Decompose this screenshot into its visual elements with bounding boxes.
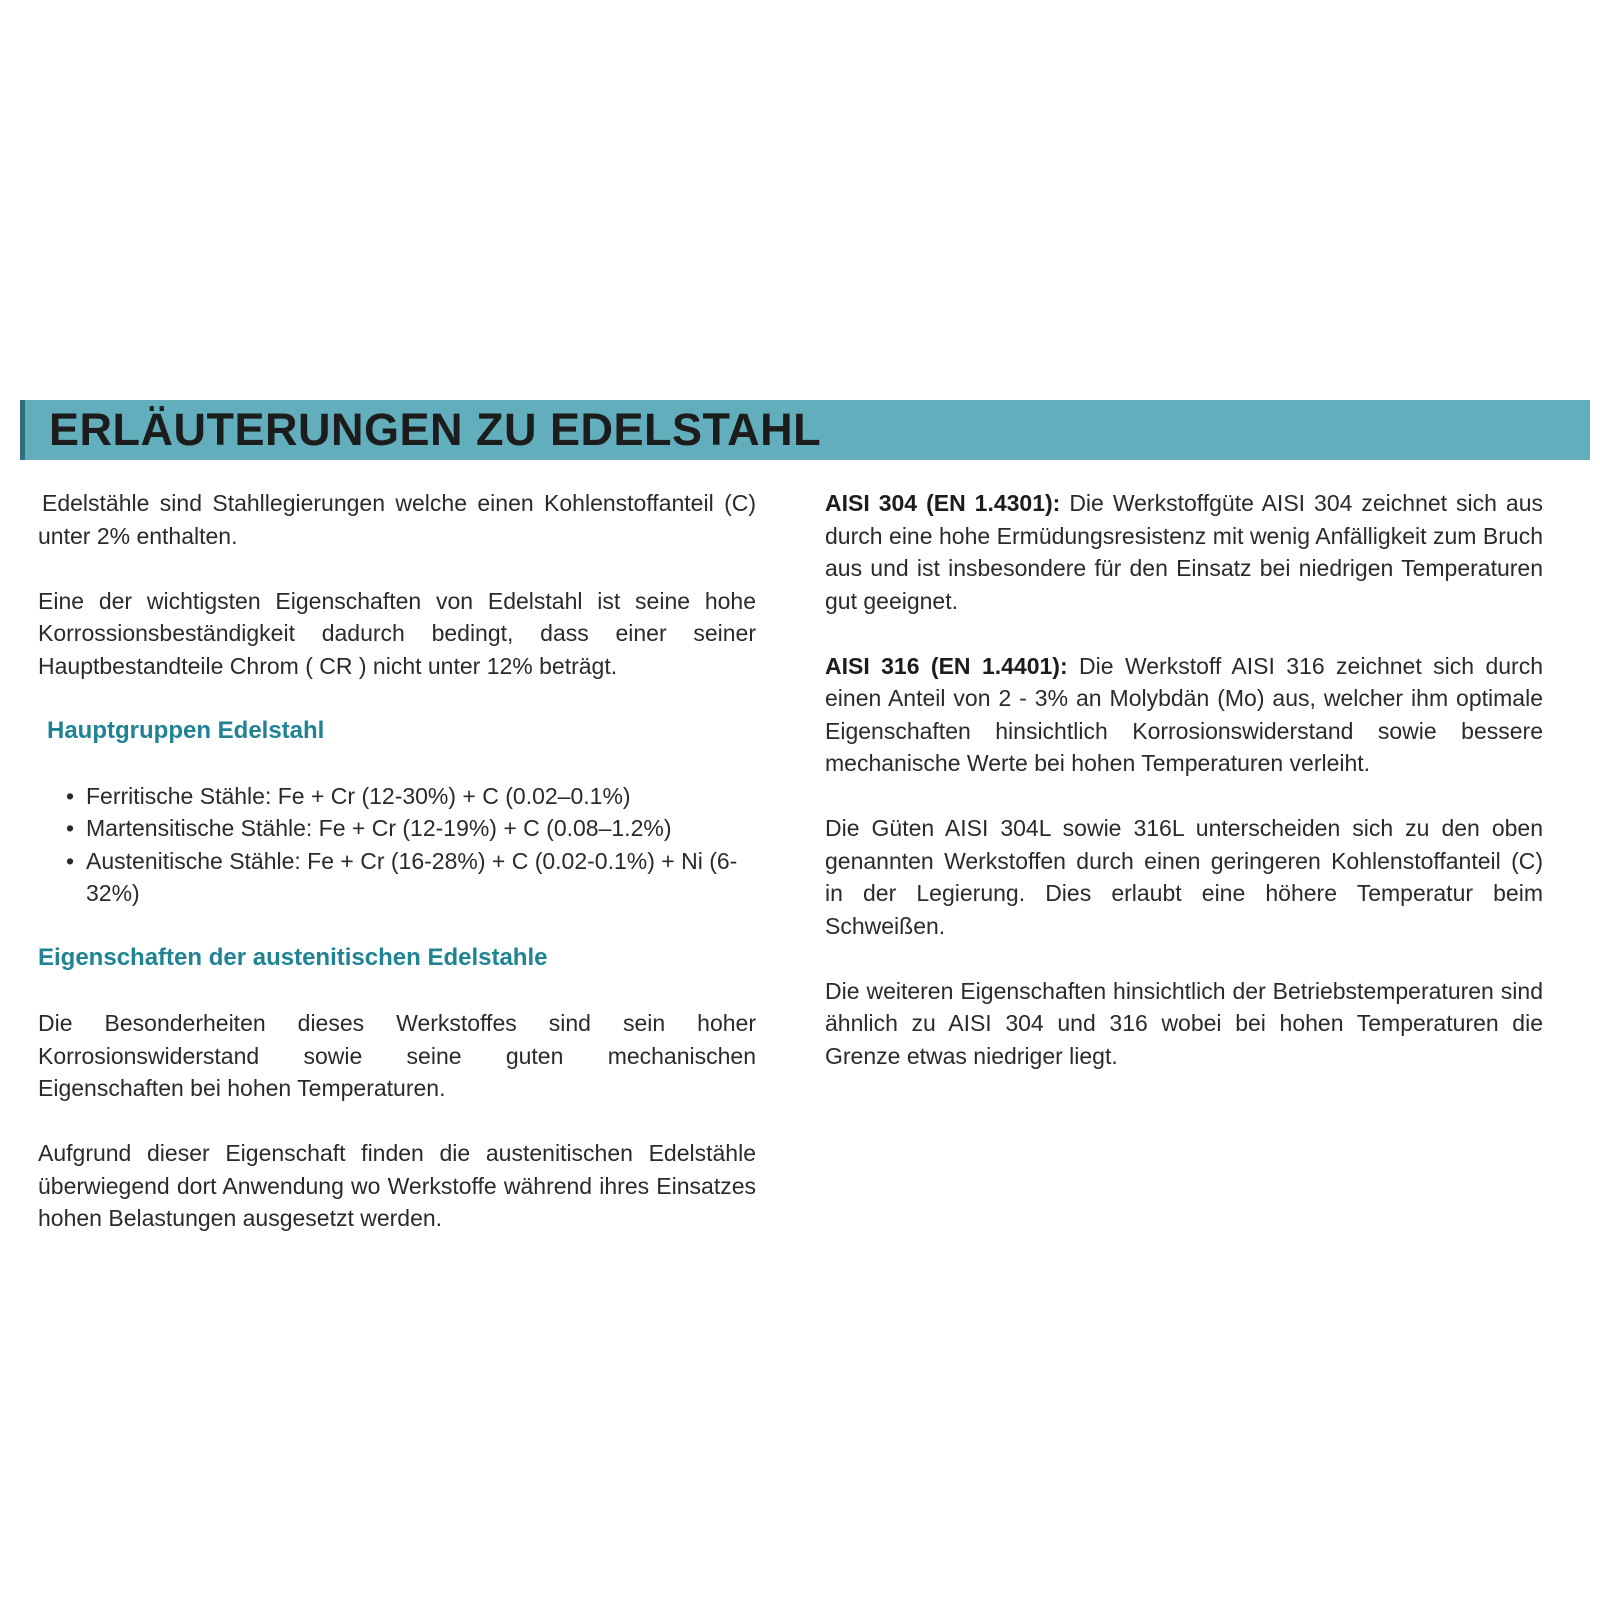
- list-item: [66, 812, 756, 845]
- page-title: ERLÄUTERUNGEN ZU EDELSTAHL: [49, 404, 822, 455]
- left-column: [38, 487, 756, 1267]
- aisi304-label: AISI 304 (EN 1.4301):: [825, 490, 1061, 516]
- groups-heading: Hauptgruppen Edelstahl: [47, 716, 325, 744]
- list-item-text: Ferritische Stähle: Fe + Cr (12-30%) + C (0.02–0.1%): [86, 782, 631, 809]
- bullet-icon: •: [66, 815, 75, 841]
- aisi316-text: Die Werkstoff AISI 316 zeichnet sich durch einen Anteil von 2 - 3% an Molybdän (Mo) aus, welcher ihm optimale Eigenschaften hinsichtlich Korrosionswiderstand sowie bessere mechanische Werte bei hohen Temperaturen verleiht.: [825, 652, 1543, 776]
- list-item: [66, 780, 756, 813]
- list-item-text: Austenitische Stähle: Fe + Cr (16-28%) + C (0.02-0.1%) + Ni (6-32%): [86, 847, 738, 906]
- bullet-icon: •: [66, 847, 75, 874]
- intro-paragraph: Edelstähle sind Stahllegierungen welche einen Kohlenstoffanteil (C) unter 2% enthalten.: [38, 490, 756, 549]
- aisi304-text: Die Werkstoffgüte AISI 304 zeichnet sich aus durch eine hohe Ermüdungsresistenz mit wenig Anfälligkeit zum Bruch aus und ist insbesondere für den Einsatz bei niedrigen Temperaturen gut geeignet.: [825, 490, 1544, 614]
- aisi316-paragraph: [825, 650, 1543, 780]
- bullet-icon: •: [66, 782, 75, 809]
- low-carbon-paragraph: Die Güten AISI 304L sowie 316L unterscheiden sich zu den oben genannten Werkstoffen durch einen geringeren Kohlenstoffanteil (C) in der Legierung. Dies erlaubt eine höhere Temperatur beim Schweißen.: [825, 815, 1543, 939]
- corrosion-paragraph: Eine der wichtigsten Eigenschaften von Edelstahl ist seine hohe Korrossionsbeständigkeit dadurch bedingt, dass einer seiner Hauptbestandteile Chrom ( CR ) nicht unter 12% beträgt.: [38, 587, 756, 679]
- austenitic-paragraph-2: Aufgrund dieser Eigenschaft finden die austenitischen Edelstähle überwiegend dort Anwendung wo Werkstoffe während ihres Einsatzes hohen Belastungen ausgesetzt werden.: [38, 1140, 756, 1231]
- further-properties-paragraph: Die weiteren Eigenschaften hinsichtlich der Betriebstemperaturen sind ähnlich zu AISI 304 und 316 wobei bei hohen Temperaturen die Grenze etwas niedriger liegt.: [825, 977, 1543, 1069]
- list-item-text: Martensitische Stähle: Fe + Cr (12-19%) + C (0.08–1.2%): [86, 815, 672, 841]
- groups-list: [38, 780, 756, 910]
- aisi316-label: AISI 316 (EN 1.4401):: [825, 652, 1068, 679]
- title-banner: [20, 400, 1590, 460]
- aisi304-paragraph: [825, 487, 1543, 617]
- austenitic-paragraph-1: Die Besonderheiten dieses Werkstoffes sind sein hoher Korrosionswiderstand sowie seine guten mechanischen Eigenschaften bei hohen Temperaturen.: [38, 1010, 756, 1101]
- right-column: [825, 487, 1543, 1105]
- list-item: [66, 845, 756, 910]
- austenitic-heading: Eigenschaften der austenitischen Edelstahle: [38, 944, 548, 971]
